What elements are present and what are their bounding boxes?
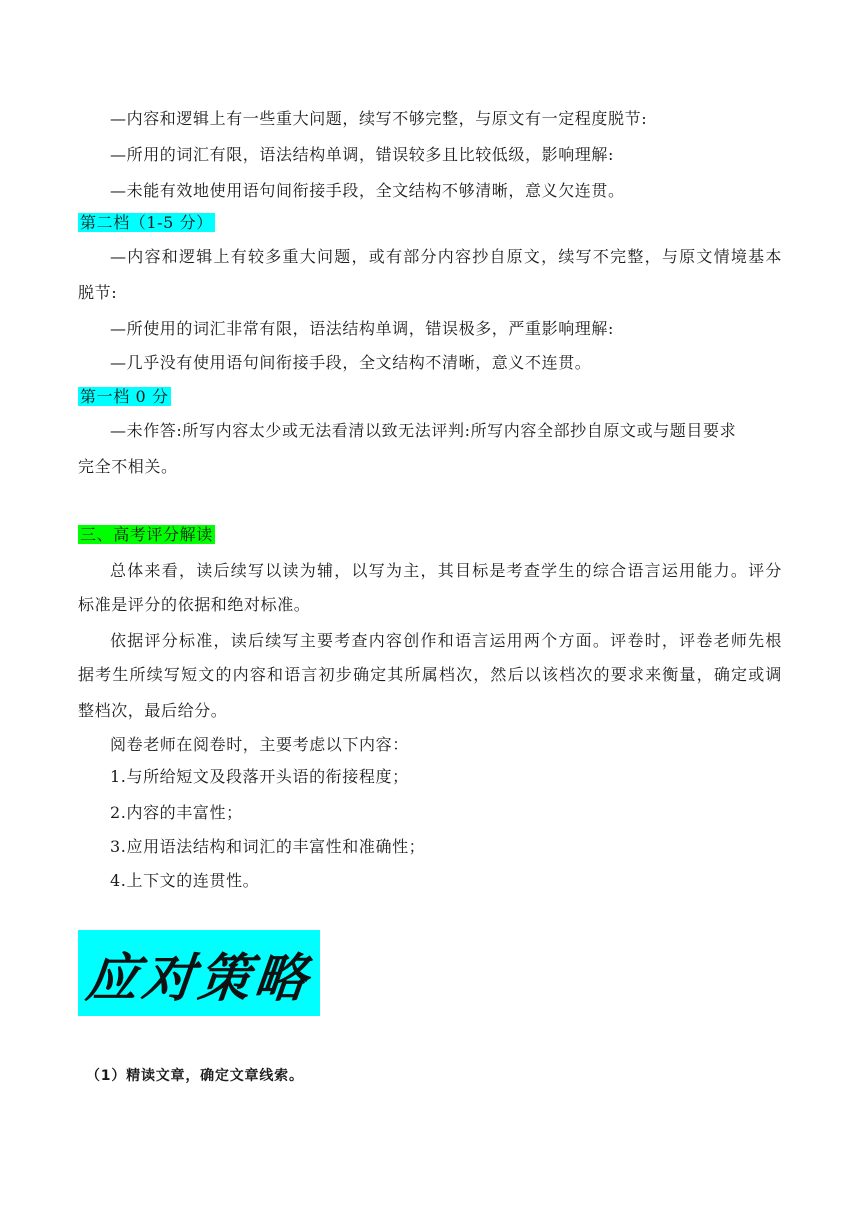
- strategy-item-1: （1）精读文章，确定文章线索。: [86, 1068, 304, 1084]
- grade3-line-2: —所用的词汇有限，语法结构单调，错误较多且比较低级，影响理解:: [110, 145, 614, 164]
- section3-para1-line-1: 总体来看，读后续写以读为辅，以写为主，其目标是考查学生的综合语言运用能力。评分: [110, 561, 782, 580]
- criteria-item-2: 2.内容的丰富性；: [110, 803, 243, 822]
- grade2-line-2: 脱节:: [78, 283, 118, 302]
- grade2-line-1: —内容和逻辑上有较多重大问题，或有部分内容抄自原文，续写不完整，与原文情境基本: [110, 247, 782, 266]
- grade3-line-1: —内容和逻辑上有一些重大问题，续写不够完整，与原文有一定程度脱节:: [110, 109, 648, 128]
- section3-para2-line-2: 据考生所续写短文的内容和语言初步确定其所属档次，然后以该档次的要求来衡量，确定或调: [78, 665, 782, 684]
- section3-heading-text: 三、高考评分解读: [80, 525, 213, 544]
- criteria-item-4: 4.上下文的连贯性。: [110, 871, 260, 890]
- grade1-heading-text: 第一档 0 分: [80, 387, 169, 406]
- grade2-heading-text: 第二档（1-5 分）: [80, 213, 213, 232]
- grade3-line-3: —未能有效地使用语句间衔接手段，全文结构不够清晰，意义欠连贯。: [110, 181, 625, 200]
- grade2-line-3: —所使用的词汇非常有限，语法结构单调，错误极多，严重影响理解:: [110, 319, 614, 338]
- grade1-heading: [78, 386, 171, 408]
- grade1-line-1: —未作答:所写内容太少或无法看清以致无法评判:所写内容全部抄自原文或与题目要求: [110, 421, 737, 440]
- grade2-heading: [78, 212, 215, 234]
- section3-intro: 阅卷老师在阅卷时，主要考虑以下内容：: [110, 735, 409, 754]
- grade2-line-4: —几乎没有使用语句间衔接手段，全文结构不清晰，意义不连贯。: [110, 353, 592, 372]
- section3-heading: [78, 524, 215, 546]
- strategy-banner: [78, 930, 320, 1016]
- section3-para2-line-1: 依据评分标准，读后续写主要考查内容创作和语言运用两个方面。评卷时，评卷老师先根: [110, 631, 782, 650]
- criteria-item-1: 1.与所给短文及段落开头语的衔接程度；: [110, 767, 409, 786]
- strategy-banner-title: 应对策略: [83, 947, 314, 1009]
- section3-para1-line-2: 标准是评分的依据和绝对标准。: [78, 595, 311, 614]
- criteria-item-3: 3.应用语法结构和词汇的丰富性和准确性；: [110, 837, 426, 856]
- grade1-line-2: 完全不相关。: [78, 457, 178, 476]
- section3-para2-line-3: 整档次，最后给分。: [78, 701, 228, 720]
